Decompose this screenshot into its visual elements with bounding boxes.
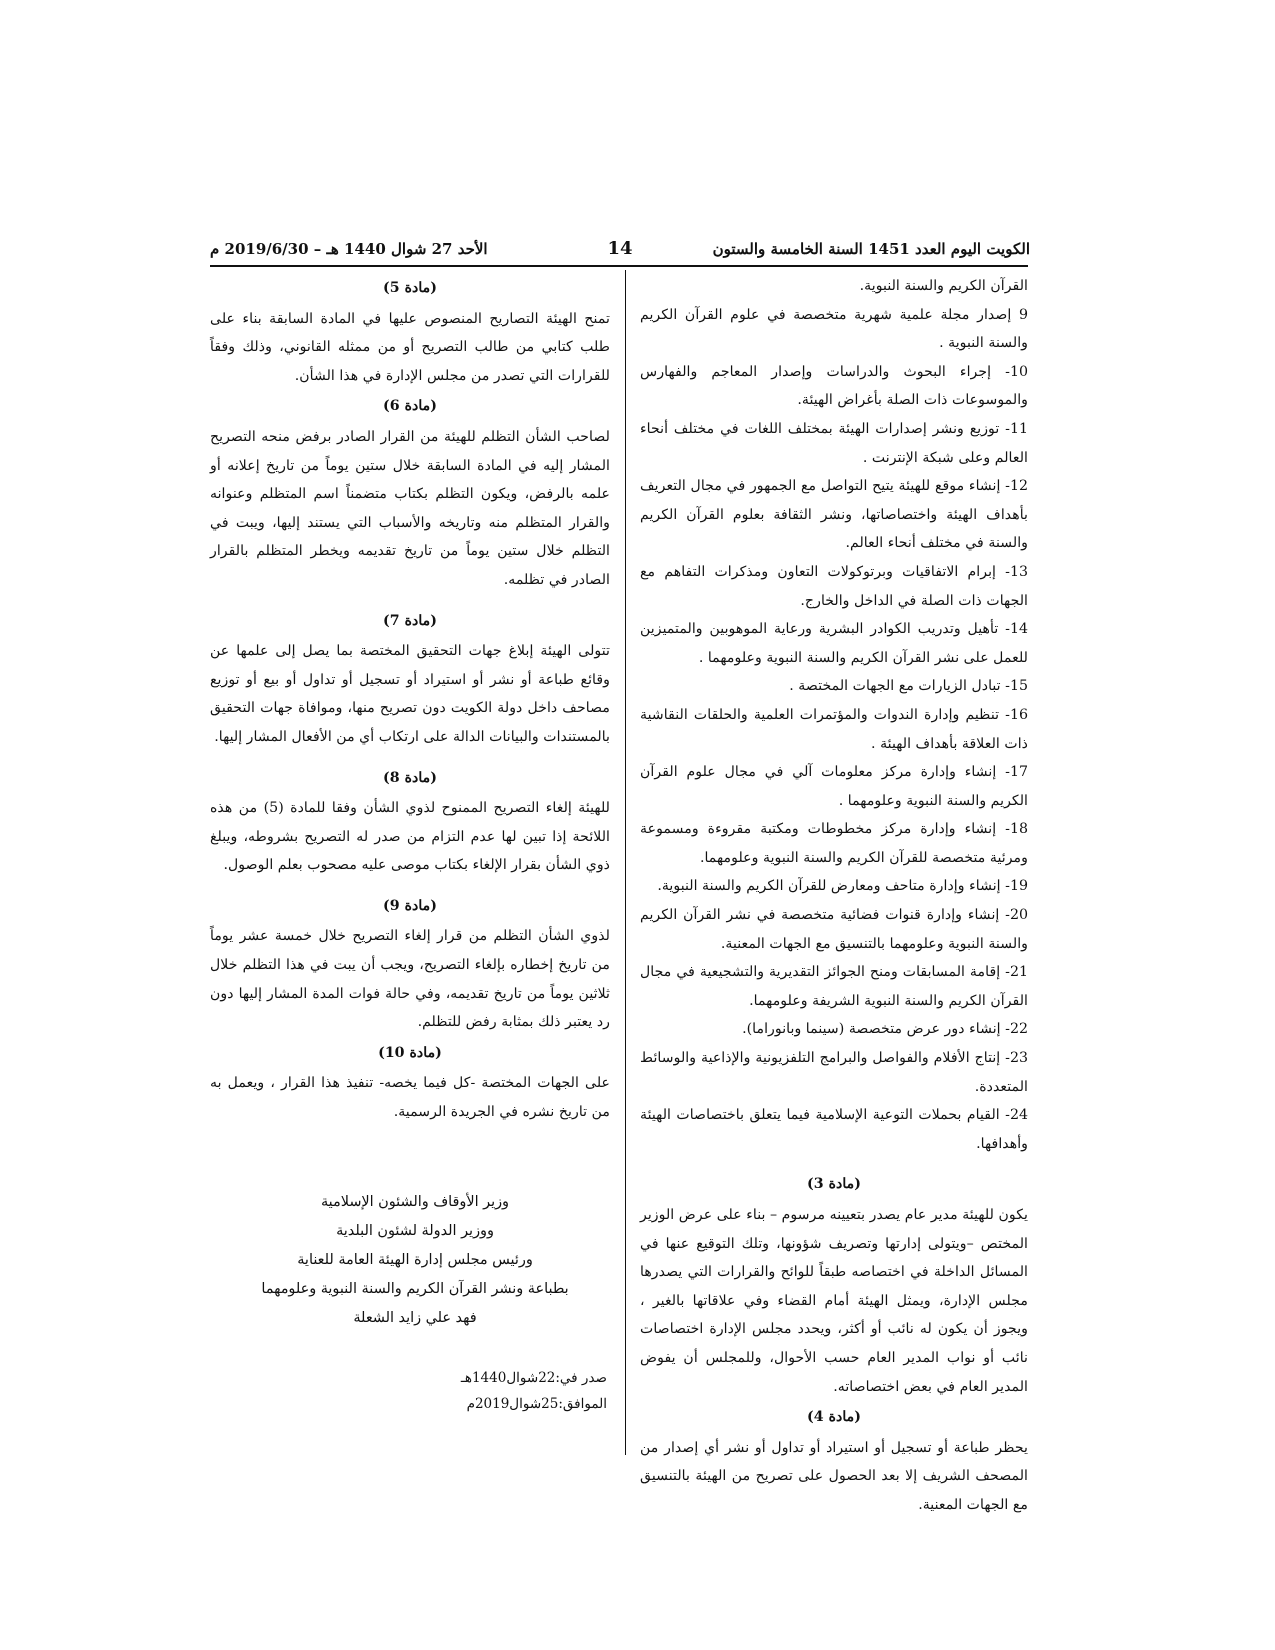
article-10-text: على الجهات المختصة -كل فيما يخصه- تنفيذ هذا القرار ، ويعمل به من تاريخ نشره في الجريدة الرسمية. — [210, 1075, 610, 1121]
issue-date: الأحد 27 شوال 1440 هـ – 2019/6/30 م — [210, 240, 488, 258]
article-4-text: يحظر طباعة أو تسجيل أو استيراد أو تداول أو نشر أي إصدار من المصحف الشريف إلا بعد الحصول على تصريح من الهيئة بالتنسيق مع الجهات المعنية. — [640, 1439, 1028, 1513]
article-8-heading: (مادة 8) — [383, 769, 437, 786]
article-4-heading: (مادة 4) — [807, 1409, 861, 1426]
signature-line: بطباعة ونشر القرآن الكريم والسنة النبوية وعلومهما — [261, 1281, 569, 1297]
article-9-text: لذوي الشأن التظلم من قرار إلغاء التصريح خلال خمسة عشر يوماً من تاريخ إخطاره بإلغاء التصريح، ويجب أن يبت في هذا التظلم خلال ثلاثين يوماً من تاريخ تقديمه، وفي حالة فوات المدة المشار إليها دون رد يعتبر ذلك بمثابة رفض للتظلم. — [210, 928, 610, 1031]
article-5-text: تمنح الهيئة التصاريح المنصوص عليها في المادة السابقة بناء على طلب كتابي من طالب التصريح أو من ممثله القانوني، وذلك وفقاً للقرارات التي تصدر من مجلس الإدارة في هذا الشأن. — [210, 310, 610, 384]
article-6-text: لصاحب الشأن التظلم للهيئة من القرار الصادر برفض منحه التصريح المشار إليه في المادة السابقة خلال ستين يوماً من تاريخ إعلانه أو علمه بالرفض، ويكون التظلم بكتاب متضمناً اسم المتظلم وعنوانه والقرار المتظلم منه وتاريخه والأسباب التي يستند إليها، ويبت في التظلم خلال ستين يوماً من تاريخ تقديمه ويخطر المتظلم بالقرار الصادر في تظلمه. — [210, 428, 610, 588]
list-item: 19- إنشاء وإدارة متاحف ومعارض للقرآن الكريم والسنة النبوية. — [657, 878, 1028, 895]
left-column — [210, 272, 610, 1127]
page-number: 14 — [607, 238, 633, 259]
list-item: 23- إنتاج الأفلام والفواصل والبرامج التلفزيونية والإذاعية والوسائط المتعددة. — [640, 1050, 1028, 1095]
list-item: 22- إنشاء دور عرض متخصصة (سينما وبانوراما). — [742, 1021, 1028, 1038]
article-7-heading: (مادة 7) — [383, 612, 437, 629]
right-column — [640, 272, 1028, 1520]
issue-date-block — [461, 1365, 607, 1417]
article-8-text: للهيئة إلغاء التصريح الممنوح لذوي الشأن وفقا للمادة (5) من هذه اللائحة إذا تبين لها عدم التزام من صدر له التصريح بشروطه، ويبلغ ذوي الشأن بقرار الإلغاء بكتاب موصى عليه مصحوب بعلم الوصول. — [210, 800, 610, 874]
header-rule — [210, 265, 1028, 267]
article-9-heading: (مادة 9) — [383, 897, 437, 914]
issued-hijri-date: صدر في:22شوال1440هـ — [460, 1370, 607, 1386]
list-item: 10- إجراء البحوث والدراسات وإصدار المعاجم والفهارس والموسوعات ذات الصلة بأغراض الهيئة. — [640, 363, 1028, 409]
article-3-text: يكون للهيئة مدير عام يصدر بتعيينه مرسوم – بناء على عرض الوزير المختص –ويتولى إدارتها وتصريف شؤونها، وتلك التوقيع عنها في المسائل الداخلة في اختصاصه طبقاً للوائح والقرارات التي يصدرها مجلس الإدارة، ويمثل الهيئة أمام القضاء وفي علاقاتها بالغير ، ويجوز أن يكون له نائب أو أكثر، ويحدد مجلس الإدارة اختصاصات نائب أو نواب المدير العام حسب الأحوال، وللمجلس أن يفوض المدير العام في بعض اختصاصاته. — [640, 1207, 1028, 1395]
list-item: 15- تبادل الزيارات مع الجهات المختصة . — [789, 678, 1028, 695]
page-header — [210, 236, 1030, 264]
list-item: 14- تأهيل وتدريب الكوادر البشرية ورعاية الموهوبين والمتميزين للعمل على نشر القرآن الكريم والسنة النبوية وعلومهما . — [640, 621, 1028, 666]
list-item: القرآن الكريم والسنة النبوية. — [859, 278, 1028, 294]
signature-line: ووزير الدولة لشئون البلدية — [336, 1223, 494, 1239]
article-3-heading: (مادة 3) — [807, 1176, 861, 1193]
list-item: 9 إصدار مجلة علمية شهرية متخصصة في علوم القرآن الكريم والسنة النبوية . — [640, 306, 1028, 352]
article-6-heading: (مادة 6) — [383, 398, 437, 415]
article-10-heading: (مادة 10) — [378, 1044, 442, 1061]
issued-gregorian-date: الموافق:25شوال2019م — [466, 1396, 607, 1412]
list-item: 11- توزيع ونشر إصدارات الهيئة بمختلف اللغات في مختلف أنحاء العالم وعلى شبكة الإنترنت . — [640, 420, 1028, 466]
gazette-issue-info: الكويت اليوم العدد 1451 السنة الخامسة والستون — [712, 240, 1030, 258]
article-5-heading: (مادة 5) — [383, 280, 437, 296]
list-item: 17- إنشاء وإدارة مركز معلومات آلي في مجال علوم القرآن الكريم والسنة النبوية وعلومهما . — [640, 764, 1028, 809]
list-item: 18- إنشاء وإدارة مركز مخطوطات ومكتبة مقروءة ومسموعة ومرئية متخصصة للقرآن الكريم والسنة النبوية وعلومهما. — [640, 821, 1028, 866]
list-item: 24- القيام بحملات التوعية الإسلامية فيما يتعلق باختصاصات الهيئة وأهدافها. — [640, 1107, 1028, 1152]
list-item: 20- إنشاء وإدارة قنوات فضائية متخصصة في نشر القرآن الكريم والسنة النبوية وعلومهما بالتنسيق مع الجهات المعنية. — [640, 907, 1028, 952]
signature-line: ورئيس مجلس إدارة الهيئة العامة للعناية — [297, 1252, 533, 1268]
signature-block — [230, 1188, 600, 1333]
list-item: 16- تنظيم وإدارة الندوات والمؤتمرات العلمية والحلقات النقاشية ذات العلاقة بأهداف الهيئة . — [640, 706, 1028, 752]
article-7-text: تتولى الهيئة إبلاغ جهات التحقيق المختصة بما يصل إلى علمها عن وقائع طباعة أو نشر أو استيراد أو تسجيل أو تداول أو بيع أو توزيع مصاحف داخل دولة الكويت دون تصريح منها، وموافاة جهات التحقيق بالمستندات والبيانات الدالة على ارتكاب أي من الأفعال المشار إليها. — [210, 643, 610, 745]
column-divider — [625, 270, 626, 1455]
signature-line: وزير الأوقاف والشئون الإسلامية — [320, 1194, 510, 1210]
signatory-name: فهد علي زايد الشعلة — [353, 1310, 477, 1326]
list-item: 13- إبرام الاتفاقيات وبرتوكولات التعاون ومذكرات التفاهم مع الجهات ذات الصلة في الداخل والخارج. — [640, 563, 1028, 609]
list-item: 21- إقامة المسابقات ومنح الجوائز التقديرية والتشجيعية في مجال القرآن الكريم والسنة النبوية الشريفة وعلومهما. — [640, 964, 1028, 1009]
list-item: 12- إنشاء موقع للهيئة يتيح التواصل مع الجمهور في مجال التعريف بأهداف الهيئة واختصاصاتها، ونشر الثقافة بعلوم القرآن الكريم والسنة في مختلف أنحاء العالم. — [640, 478, 1028, 552]
